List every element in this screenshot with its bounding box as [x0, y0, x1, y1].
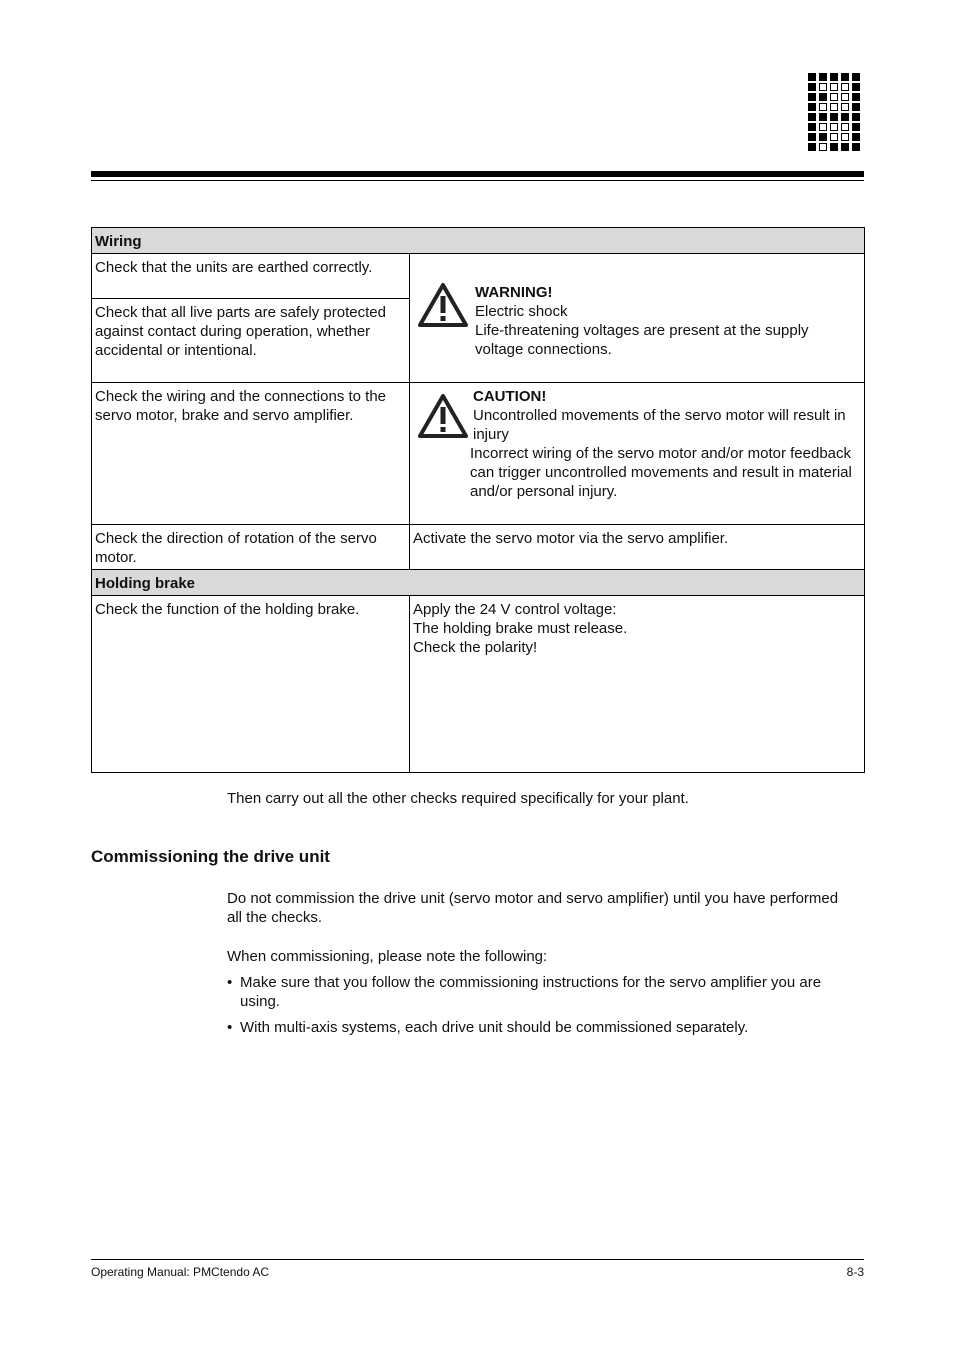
logo-cell	[852, 103, 860, 111]
caution-cell	[410, 383, 865, 525]
footer-title: Operating Manual: PMCtendo AC	[91, 1265, 270, 1279]
logo-cell	[819, 113, 827, 121]
section-header-row	[92, 570, 865, 596]
section-heading: Commissioning the drive unit	[91, 847, 330, 866]
header-rule-thick	[91, 171, 864, 177]
check-wiring: Check the wiring and the connections to the servo motor, brake and servo amplifier.	[92, 383, 410, 525]
logo-cell	[819, 123, 827, 131]
logo-cell	[852, 113, 860, 121]
table-row	[92, 525, 865, 570]
check-rotation: Check the direction of rotation of the servo motor.	[92, 525, 410, 570]
warning-line2: Life-threatening voltages are present at the supply voltage connections.	[475, 322, 809, 358]
check-live-parts: Check that all live parts are safely protected against contact during operation, whether accidental or intentional.	[92, 299, 410, 383]
bullet-list	[227, 973, 852, 1044]
logo-cell	[852, 123, 860, 131]
logo-cell	[808, 73, 816, 81]
header-rule-thin	[91, 180, 864, 181]
check-brake: Check the function of the holding brake.	[92, 596, 410, 773]
logo-cell	[830, 133, 838, 141]
logo-cell	[819, 83, 827, 91]
logo-cell	[819, 133, 827, 141]
footer-rule	[91, 1259, 864, 1260]
warning-triangle-icon	[417, 282, 469, 328]
brake-action-line2: The holding brake must release.	[413, 620, 628, 637]
logo-cell	[819, 73, 827, 81]
logo-cell	[830, 73, 838, 81]
caution-title: CAUTION!	[473, 388, 547, 405]
holding-brake-header: Holding brake	[92, 570, 865, 596]
logo-cell	[808, 143, 816, 151]
action-brake	[410, 596, 865, 773]
logo-cell	[841, 83, 849, 91]
logo-cell	[819, 143, 827, 151]
table-row	[92, 254, 865, 299]
after-table-note: Then carry out all the other checks required specifically for your plant.	[227, 790, 689, 807]
logo-cell	[852, 83, 860, 91]
warning-line1: Electric shock	[475, 303, 568, 320]
logo-cell	[808, 113, 816, 121]
logo-cell	[841, 123, 849, 131]
caution-triangle-icon	[417, 393, 469, 439]
logo-cell	[808, 123, 816, 131]
logo-cell	[830, 143, 838, 151]
logo-cell	[819, 103, 827, 111]
check-earthed: Check that the units are earthed correctly.	[92, 254, 410, 299]
logo-cell	[852, 143, 860, 151]
logo-cell	[808, 103, 816, 111]
logo-cell	[819, 93, 827, 101]
list-item: • With multi-axis systems, each drive unit should be commissioned separately.	[227, 1019, 749, 1036]
logo-cell	[808, 93, 816, 101]
page-number: 8-3	[846, 1265, 864, 1279]
logo-cell	[841, 73, 849, 81]
grid-logo-icon	[808, 73, 864, 151]
logo-cell	[852, 73, 860, 81]
logo-cell	[830, 93, 838, 101]
logo-cell	[852, 93, 860, 101]
logo-cell	[830, 83, 838, 91]
action-rotation: Activate the servo motor via the servo amplifier.	[410, 525, 865, 570]
table-row	[92, 383, 865, 525]
brake-action-line3: Check the polarity!	[413, 639, 538, 656]
list-item: • Make sure that you follow the commissioning instructions for the servo amplifier you are using.	[227, 974, 822, 1010]
section-header-row	[92, 228, 865, 254]
logo-cell	[841, 143, 849, 151]
logo-cell	[808, 133, 816, 141]
section-paragraph-2: When commissioning, please note the following:	[227, 948, 548, 965]
brake-action-line1: Apply the 24 V control voltage:	[413, 601, 617, 618]
caution-line1: Uncontrolled movements of the servo motor will result in injury	[473, 407, 846, 443]
logo-cell	[852, 133, 860, 141]
logo-cell	[830, 113, 838, 121]
warning-title: WARNING!	[475, 284, 553, 301]
wiring-header: Wiring	[92, 228, 865, 254]
logo-cell	[841, 113, 849, 121]
logo-cell	[808, 83, 816, 91]
logo-cell	[830, 103, 838, 111]
logo-cell	[830, 123, 838, 131]
logo-cell	[841, 133, 849, 141]
table-row	[92, 596, 865, 773]
warning-cell	[410, 254, 865, 383]
section-paragraph-1: Do not commission the drive unit (servo motor and servo amplifier) until you have performed all the checks.	[227, 890, 839, 926]
logo-cell	[841, 103, 849, 111]
bullet-icon: •	[227, 974, 233, 991]
caution-line2: Incorrect wiring of the servo motor and/or motor feedback can trigger uncontrolled movements and result in material and/or personal injury.	[470, 445, 852, 500]
logo-cell	[841, 93, 849, 101]
checklist-table	[91, 227, 865, 773]
bullet-icon: •	[227, 1019, 233, 1036]
